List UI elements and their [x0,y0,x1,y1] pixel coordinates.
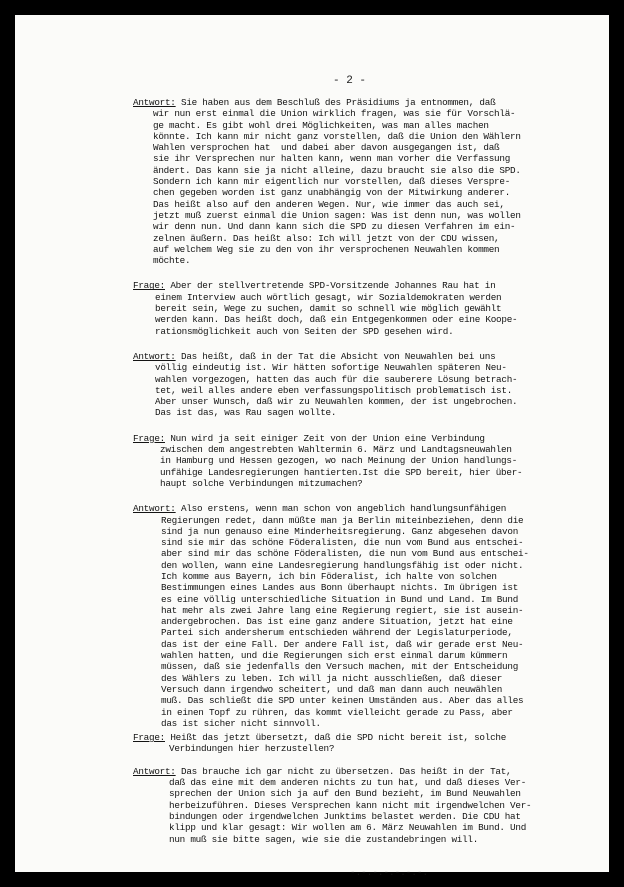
closing-separator: -.-.-.-.-.-.-. [350,867,429,878]
transcript-line [133,108,591,119]
transcript-line [133,571,591,582]
line-text: ge macht. Es gibt wohl drei Möglichkeiten, was man alles machen [153,119,489,131]
transcript-line [133,684,591,695]
transcript-line [133,650,591,661]
line-text: es eine völlig unterschiedliche Situation in Bund und Land. Im Bund [161,593,519,605]
line-text: Das heißt also auf den anderen Wegen. Nur, wie immer das auch sei, [153,198,505,210]
transcript-line [133,176,591,187]
transcript-line [133,467,591,478]
transcript-line [133,743,591,754]
transcript-line [133,478,591,489]
transcript-line [133,695,591,706]
line-text: klipp und klar gesagt: Wir wollen am 6. März Neuwahlen im Bund. Und [169,822,527,834]
transcript-line [133,834,591,845]
line-text: jetzt muß zuerst einmal die Union sagen: Was ist denn nun, was wollen [153,209,521,221]
speaker-label: Antwort: [133,765,176,777]
answer-block-2 [133,351,591,419]
line-text: Ich komme aus Bayern, ich bin Föderalist, ich halte von solchen [161,570,497,582]
line-text: hat mehr als zwei Jahre lang eine Regierung regiert, sie ist ausein- [161,604,524,616]
transcript-line [133,292,591,303]
transcript-line [133,280,591,291]
transcript-line [133,351,591,362]
transcript-line [133,385,591,396]
line-text: könnte. Ich kann mir nicht ganz vorstellen, daß die Union den Wählern [153,130,521,142]
transcript-line [133,515,591,526]
line-text: bereit sein, Wege zu suchen, damit so schnell wie möglich gewählt [155,303,502,315]
transcript-line [133,616,591,627]
transcript-line [133,627,591,638]
transcript-line [133,221,591,232]
line-text: sind ja nun genauso eine Minderheitsregierung. Ganz abgesehen davon [161,525,519,537]
transcript-line [133,433,591,444]
line-text: wahlen vorgezogen, hatten das auch für die sauberere Lösung betrach- [155,373,518,385]
line-text: nun muß sie bitte sagen, wie sie die zustandebringen will. [169,833,479,845]
transcript-line [133,811,591,822]
line-text: ändert. Das kann sie ja nicht alleine, dazu braucht sie also die SPD. [153,164,521,176]
line-text: Sondern ich kann mir eigentlich nur vorstellen, daß dieses Verspre- [153,176,511,188]
line-text: Nun wird ja seit einiger Zeit von der Union eine Verbindung [170,432,485,444]
transcript-line [133,374,591,385]
transcript-line [133,153,591,164]
line-text: Wahlen versprochen hat und dabei aber davon ausgegangen ist, daß [153,142,500,154]
question-block-3 [133,732,591,755]
line-text: des Wählers zu leben. Ich will ja nicht ausschließen, daß dieser [161,672,503,684]
transcript-line [133,120,591,131]
transcript-line [133,605,591,616]
transcript-line [133,732,591,743]
line-text: aber sind mir das schöne Föderalisten, die nun vom Bund aus entschei- [161,548,529,560]
answer-block-3 [133,503,591,729]
transcript-line [133,788,591,799]
interview-transcript [133,97,591,845]
line-text: auf welchem Weg sie zu den von ihr versprochenen Neuwahlen kommen [153,243,500,255]
line-text: sie ihr Versprechen nur halten kann, wenn man vorher die Verfassung [153,153,511,165]
transcript-line [133,199,591,210]
line-text: zelnen äußern. Das heißt also: Ich will jetzt von der CDU wissen, [153,232,500,244]
line-text: tet, weil alles andere eben verfassungspolitisch problematisch ist. [155,384,513,396]
line-text: in Hamburg und Hessen gezogen, wo nach Meinung der Union handlungs- [160,455,518,467]
transcript-line [133,639,591,650]
line-text: Also erstens, wenn man schon von angeblich handlungsunfähigen [180,503,507,515]
transcript-line [133,777,591,788]
transcript-line [133,326,591,337]
transcript-line [133,444,591,455]
transcript-line [133,594,591,605]
transcript-line [133,210,591,221]
question-block-1 [133,280,591,336]
transcript-line [133,233,591,244]
line-text: Heißt das jetzt übersetzt, daß die SPD nicht bereit ist, solche [170,732,507,744]
line-text: Aber unser Wunsch, daß wir zu Neuwahlen kommen, der ist ungebrochen. [155,396,518,408]
line-text: das ist der eine Fall. Der andere Fall ist, daß wir gerade erst Neu- [161,638,524,650]
line-text: das ist sicher nicht sinnvoll. [161,717,321,729]
line-text: sprechen der Union sich ja auf den Bund bezieht, im Bund Neuwahlen [169,788,521,800]
speaker-label: Antwort: [133,503,176,515]
transcript-line [133,800,591,811]
line-text: wir denn nun. Und dann kann sich die SPD zu diesen Verfahren im ein- [153,221,516,233]
line-text: einem Interview auch wörtlich gesagt, wir Sozialdemokraten werden [155,291,502,303]
line-text: wir nun erst einmal die Union wirklich fragen, was sie für Vorschlä- [153,108,516,120]
line-text: müssen, daß sie jedenfalls den Versuch machen, mit der Entscheidung [161,661,519,673]
speaker-label: Antwort: [133,97,176,108]
line-text: wahlen hatten, und die Regierungen sich erst einmal darum kümmern [161,650,508,662]
transcript-line [133,97,591,108]
line-text: haupt solche Verbindungen mitzumachen? [160,477,363,489]
line-text: Sie haben aus dem Beschluß des Präsidiums ja entnommen, daß [180,97,496,108]
line-text: den wollen, wann eine Landesregierung handlungsfähig ist oder nicht. [161,559,524,571]
transcript-line [133,548,591,559]
transcript-line [133,673,591,684]
line-text: rationsmöglichkeit auch von Seiten der SPD gesehen wird. [155,325,454,337]
line-text: völlig eindeutig ist. Wir hätten sofortige Neuwahlen späteren Neu- [155,362,507,374]
page-number: - 2 - [333,75,367,87]
line-text: andergebrochen. Das ist eine ganz andere Situation, jetzt hat eine [161,616,513,628]
answer-block-4 [133,766,591,845]
speaker-label: Antwort: [133,350,176,362]
transcript-line [133,503,591,514]
answer-block-1 [133,97,591,266]
transcript-line [133,526,591,537]
transcript-line [133,362,591,373]
transcript-line [133,560,591,571]
transcript-line [133,165,591,176]
line-text: chen gegeben worden ist ganz unabhängig von der Mitwirkung anderer. [153,187,511,199]
line-text: werden kann. Das heißt doch, daß ein Entgegenkommen oder eine Koope- [155,314,518,326]
transcript-line [133,244,591,255]
transcript-line [133,396,591,407]
line-text: Das heißt, daß in der Tat die Absicht von Neuwahlen bei uns [180,350,496,362]
transcript-line [133,766,591,777]
speaker-label: Frage: [133,432,165,444]
transcript-line [133,537,591,548]
line-text: Das brauche ich gar nicht zu übersetzen. Das heißt in der Tat, [180,765,512,777]
line-text: zwischen dem angestrebten Wahltermin 6. März und Landtagsneuwahlen [160,444,512,456]
line-text: Verbindungen hier herzustellen? [169,743,335,755]
transcript-line [133,255,591,266]
line-text: Bestimmungen eines Landes aus Bonn überhaupt nichts. Im übrigen ist [161,582,519,594]
transcript-line [133,582,591,593]
line-text: herbeizuführen. Dieses Versprechen kann nicht mit irgendwelchen Ver- [169,799,532,811]
transcript-line [133,707,591,718]
transcript-line [133,187,591,198]
line-text: Partei sich andersherum entschieden während der Legislaturperiode, [161,627,513,639]
transcript-line [133,455,591,466]
line-text: bindungen oder irgendwelchen Junktims belastet werden. Die CDU hat [169,810,521,822]
question-block-2 [133,433,591,489]
transcript-line [133,822,591,833]
line-text: in einen Topf zu rühren, das kommt vielleicht gerade zu Pass, aber [161,706,513,718]
transcript-line [133,407,591,418]
transcript-line [133,142,591,153]
line-text: Aber der stellvertretende SPD-Vorsitzende Johannes Rau hat in [170,280,496,292]
speaker-label: Frage: [133,280,165,292]
line-text: möchte. [153,255,191,267]
line-text: unfähige Landesregierungen hantierten.Ist die SPD bereit, hier über- [160,466,523,478]
line-text: Versuch dann irgendwo scheitert, und daß man dann auch neuwählen [161,683,503,695]
line-text: sind sie mir das schöne Föderalisten, die nun vom Bund aus entschei- [161,537,524,549]
line-text: Das ist das, was Rau sagen wollte. [155,407,337,419]
line-text: daß das eine mit dem anderen nichts zu tun hat, und daß dieses Ver- [169,777,527,789]
transcript-line [133,661,591,672]
line-text: muß. Das schließt die SPD unter keinen Umständen aus. Aber das alles [161,695,524,707]
transcript-line [133,303,591,314]
transcript-line [133,718,591,729]
speaker-label: Frage: [133,732,165,744]
transcript-line [133,131,591,142]
transcript-line [133,314,591,325]
document-page [15,15,609,878]
line-text: Regierungen redet, dann müßte man ja Berlin miteinbeziehen, denn die [161,514,524,526]
